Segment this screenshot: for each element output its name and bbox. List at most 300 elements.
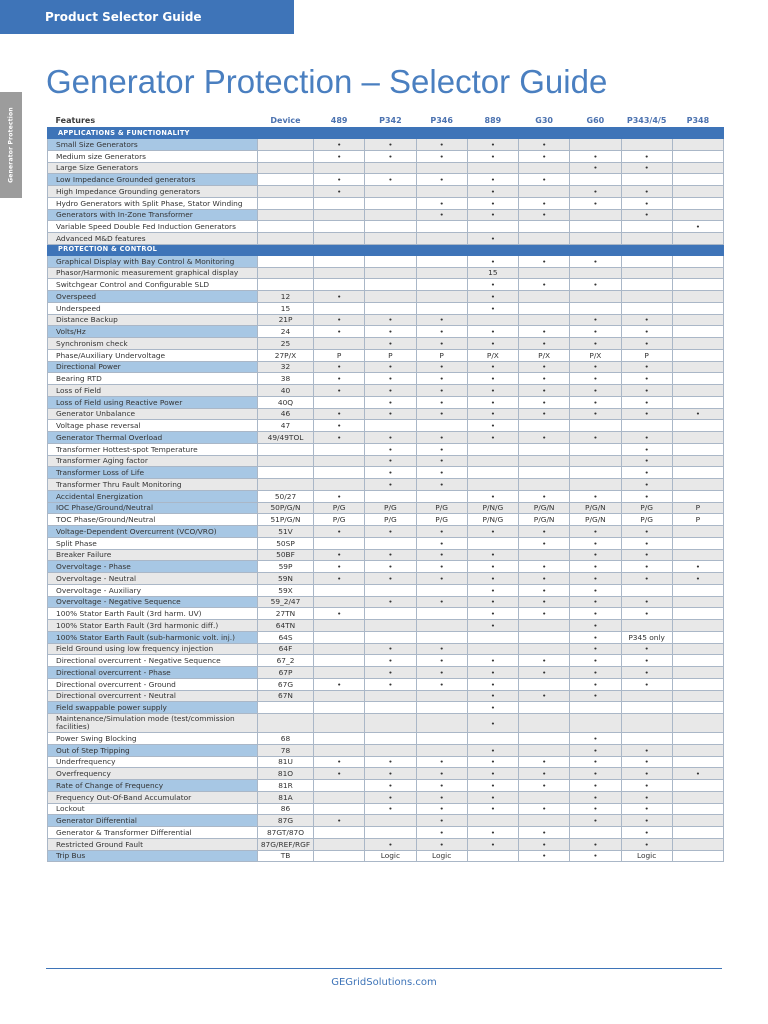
product-column-header: P348: [672, 114, 723, 128]
table-row: [48, 768, 724, 780]
table-row: [48, 396, 724, 408]
product-support-cell: [621, 702, 672, 714]
product-support-cell: •: [467, 150, 518, 162]
product-support-cell: •: [314, 432, 365, 444]
device-code-cell: 64F: [258, 643, 314, 655]
product-support-cell: •: [621, 744, 672, 756]
product-column-header: 889: [467, 114, 518, 128]
product-support-cell: •: [672, 221, 723, 233]
product-support-cell: •: [570, 667, 621, 679]
product-support-cell: •: [621, 537, 672, 549]
feature-cell: Loss of Field using Reactive Power: [48, 396, 258, 408]
product-support-cell: [314, 827, 365, 839]
product-support-cell: [672, 467, 723, 479]
product-support-cell: Logic: [621, 850, 672, 862]
product-support-cell: •: [519, 690, 570, 702]
product-support-cell: •: [467, 338, 518, 350]
product-support-cell: •: [519, 490, 570, 502]
table-row: [48, 756, 724, 768]
product-support-cell: •: [519, 526, 570, 538]
product-support-cell: •: [416, 561, 467, 573]
product-support-cell: •: [519, 326, 570, 338]
product-support-cell: [314, 279, 365, 291]
table-row: [48, 678, 724, 690]
footer-website-link[interactable]: GEGridSolutions.com: [331, 977, 437, 988]
feature-cell: Medium size Generators: [48, 150, 258, 162]
table-row: [48, 514, 724, 526]
product-support-cell: [519, 791, 570, 803]
product-support-cell: •: [416, 314, 467, 326]
product-support-cell: [672, 396, 723, 408]
product-support-cell: •: [570, 561, 621, 573]
product-support-cell: [570, 714, 621, 733]
product-support-cell: [467, 443, 518, 455]
product-support-cell: •: [467, 526, 518, 538]
product-support-cell: [621, 233, 672, 245]
product-support-cell: [314, 221, 365, 233]
device-code-cell: [258, 443, 314, 455]
table-row: [48, 502, 724, 514]
product-support-cell: •: [365, 396, 416, 408]
product-support-cell: •: [467, 756, 518, 768]
product-support-cell: [314, 267, 365, 279]
product-support-cell: •: [672, 768, 723, 780]
product-support-cell: •: [519, 209, 570, 221]
product-support-cell: •: [621, 162, 672, 174]
product-support-cell: P: [672, 514, 723, 526]
table-row: [48, 326, 724, 338]
product-support-cell: [314, 209, 365, 221]
table-row: [48, 197, 724, 209]
product-support-cell: •: [621, 596, 672, 608]
table-row: [48, 702, 724, 714]
product-support-cell: [672, 385, 723, 397]
product-support-cell: •: [467, 655, 518, 667]
product-support-cell: •: [519, 584, 570, 596]
product-support-cell: •: [621, 197, 672, 209]
selector-guide-table: [47, 114, 724, 862]
product-support-cell: •: [416, 174, 467, 186]
product-support-cell: [570, 479, 621, 491]
product-support-cell: [365, 537, 416, 549]
product-support-cell: [467, 733, 518, 745]
feature-cell: Overvoltage - Phase: [48, 561, 258, 573]
product-support-cell: •: [467, 197, 518, 209]
device-code-cell: 49/49TOL: [258, 432, 314, 444]
product-support-cell: •: [621, 314, 672, 326]
table-row: [48, 455, 724, 467]
product-support-cell: •: [416, 150, 467, 162]
device-code-cell: 50P/G/N: [258, 502, 314, 514]
product-support-cell: [621, 420, 672, 432]
product-support-cell: P/G: [621, 514, 672, 526]
product-support-cell: •: [365, 385, 416, 397]
product-support-cell: •: [467, 596, 518, 608]
product-support-cell: •: [416, 838, 467, 850]
product-support-cell: •: [570, 850, 621, 862]
product-support-cell: •: [365, 549, 416, 561]
product-support-cell: •: [672, 408, 723, 420]
product-support-cell: [467, 455, 518, 467]
product-support-cell: •: [519, 174, 570, 186]
product-support-cell: •: [570, 162, 621, 174]
table-row: [48, 302, 724, 314]
product-support-cell: [672, 291, 723, 303]
product-support-cell: •: [467, 255, 518, 267]
table-row: [48, 549, 724, 561]
product-support-cell: •: [621, 815, 672, 827]
table-row: [48, 526, 724, 538]
product-support-cell: [570, 420, 621, 432]
product-support-cell: [416, 608, 467, 620]
feature-cell: Underfrequency: [48, 756, 258, 768]
product-column-header: P342: [365, 114, 416, 128]
product-support-cell: •: [621, 608, 672, 620]
product-support-cell: [621, 714, 672, 733]
header-tab-label: Product Selector Guide: [45, 10, 202, 24]
product-support-cell: •: [570, 678, 621, 690]
product-support-cell: [672, 744, 723, 756]
feature-cell: Power Swing Blocking: [48, 733, 258, 745]
product-support-cell: •: [416, 408, 467, 420]
product-support-cell: •: [519, 150, 570, 162]
product-support-cell: •: [416, 803, 467, 815]
product-support-cell: •: [314, 139, 365, 151]
feature-cell: Out of Step Tripping: [48, 744, 258, 756]
product-support-cell: P: [314, 349, 365, 361]
table-row: [48, 314, 724, 326]
section-title: PROTECTION & CONTROL: [48, 244, 724, 255]
product-support-cell: [672, 302, 723, 314]
product-support-cell: •: [467, 803, 518, 815]
product-support-cell: [467, 479, 518, 491]
feature-cell: Lockout: [48, 803, 258, 815]
product-support-cell: P: [672, 502, 723, 514]
table-row: [48, 174, 724, 186]
product-support-cell: [314, 396, 365, 408]
product-support-cell: [672, 162, 723, 174]
product-support-cell: [416, 221, 467, 233]
product-support-cell: •: [365, 479, 416, 491]
product-support-cell: •: [519, 756, 570, 768]
product-support-cell: •: [570, 186, 621, 198]
table-row: [48, 186, 724, 198]
product-support-cell: •: [365, 467, 416, 479]
feature-cell: Advanced M&D features: [48, 233, 258, 245]
product-support-cell: •: [416, 780, 467, 792]
product-support-cell: •: [621, 780, 672, 792]
product-support-cell: P: [365, 349, 416, 361]
device-code-cell: 27TN: [258, 608, 314, 620]
product-column-header: G30: [519, 114, 570, 128]
feature-cell: Directional Power: [48, 361, 258, 373]
product-support-cell: [416, 490, 467, 502]
table-row: [48, 827, 724, 839]
product-support-cell: [314, 643, 365, 655]
product-support-cell: [621, 174, 672, 186]
table-row: [48, 432, 724, 444]
device-code-cell: 78: [258, 744, 314, 756]
product-support-cell: •: [570, 373, 621, 385]
product-support-cell: [314, 596, 365, 608]
device-code-cell: 87G/REF/RGF: [258, 838, 314, 850]
product-support-cell: •: [365, 561, 416, 573]
product-support-cell: [416, 744, 467, 756]
device-code-cell: 50SP: [258, 537, 314, 549]
product-support-cell: •: [519, 432, 570, 444]
product-support-cell: [314, 162, 365, 174]
device-code-cell: [258, 197, 314, 209]
product-support-cell: •: [570, 490, 621, 502]
feature-cell: Directional overcurrent - Ground: [48, 678, 258, 690]
table-row: [48, 443, 724, 455]
product-support-cell: [519, 302, 570, 314]
product-support-cell: •: [570, 584, 621, 596]
product-support-cell: [672, 209, 723, 221]
product-support-cell: •: [416, 573, 467, 585]
product-support-cell: P/G: [365, 514, 416, 526]
product-support-cell: [519, 455, 570, 467]
product-support-cell: [672, 584, 723, 596]
product-support-cell: •: [621, 338, 672, 350]
product-support-cell: P/G: [416, 502, 467, 514]
feature-cell: Underspeed: [48, 302, 258, 314]
product-support-cell: •: [519, 768, 570, 780]
product-support-cell: •: [314, 549, 365, 561]
device-code-cell: 40: [258, 385, 314, 397]
feature-cell: Field Ground using low frequency injection: [48, 643, 258, 655]
product-support-cell: •: [314, 361, 365, 373]
feature-cell: Overspeed: [48, 291, 258, 303]
product-support-cell: •: [314, 150, 365, 162]
feature-cell: High Impedance Grounding generators: [48, 186, 258, 198]
table-row: [48, 803, 724, 815]
product-support-cell: [672, 815, 723, 827]
table-row: [48, 643, 724, 655]
table-row: [48, 150, 724, 162]
product-support-cell: •: [365, 408, 416, 420]
product-support-cell: [416, 690, 467, 702]
product-support-cell: •: [314, 385, 365, 397]
device-code-cell: [258, 139, 314, 151]
feature-cell: Generator Differential: [48, 815, 258, 827]
device-code-cell: [258, 150, 314, 162]
product-support-cell: [672, 338, 723, 350]
product-support-cell: •: [519, 850, 570, 862]
product-support-cell: •: [365, 373, 416, 385]
table-row: [48, 537, 724, 549]
product-column-header: P346: [416, 114, 467, 128]
product-support-cell: [416, 620, 467, 632]
product-support-cell: •: [570, 756, 621, 768]
feature-cell: Generator & Transformer Differential: [48, 827, 258, 839]
table-row: [48, 408, 724, 420]
device-code-cell: 81O: [258, 768, 314, 780]
product-support-cell: •: [570, 838, 621, 850]
product-support-cell: [467, 815, 518, 827]
device-code-cell: 25: [258, 338, 314, 350]
product-support-cell: [416, 584, 467, 596]
device-code-cell: 67N: [258, 690, 314, 702]
feature-cell: Variable Speed Double Fed Induction Generators: [48, 221, 258, 233]
product-support-cell: •: [314, 291, 365, 303]
device-code-cell: [258, 255, 314, 267]
product-support-cell: •: [570, 608, 621, 620]
product-support-cell: [672, 526, 723, 538]
product-support-cell: [467, 162, 518, 174]
product-support-cell: •: [519, 408, 570, 420]
device-code-cell: 50/27: [258, 490, 314, 502]
product-support-cell: •: [570, 338, 621, 350]
product-support-cell: [314, 667, 365, 679]
product-support-cell: [416, 186, 467, 198]
feature-cell: Voltage-Dependent Overcurrent (VCO/VRO): [48, 526, 258, 538]
feature-cell: 100% Stator Earth Fault (sub-harmonic volt. inj.): [48, 631, 258, 643]
product-support-cell: [314, 338, 365, 350]
product-support-cell: [621, 733, 672, 745]
feature-cell: Generator Unbalance: [48, 408, 258, 420]
table-row: [48, 608, 724, 620]
feature-cell: Accidental Energization: [48, 490, 258, 502]
product-support-cell: [621, 279, 672, 291]
product-support-cell: •: [621, 186, 672, 198]
product-support-cell: [672, 174, 723, 186]
feature-cell: Rate of Change of Frequency: [48, 780, 258, 792]
product-support-cell: [365, 631, 416, 643]
product-support-cell: •: [570, 596, 621, 608]
product-support-cell: •: [365, 756, 416, 768]
product-support-cell: [314, 233, 365, 245]
product-support-cell: [672, 420, 723, 432]
product-support-cell: [672, 827, 723, 839]
product-support-cell: [365, 827, 416, 839]
product-support-cell: [365, 221, 416, 233]
product-support-cell: [672, 443, 723, 455]
product-column-header: 489: [314, 114, 365, 128]
product-support-cell: [365, 702, 416, 714]
product-support-cell: [672, 620, 723, 632]
product-support-cell: •: [467, 209, 518, 221]
product-support-cell: •: [570, 631, 621, 643]
product-support-cell: [570, 233, 621, 245]
product-support-cell: [365, 490, 416, 502]
feature-cell: 100% Stator Earth Fault (3rd harmonic diff.): [48, 620, 258, 632]
product-support-cell: [621, 620, 672, 632]
product-support-cell: •: [314, 573, 365, 585]
device-code-cell: 40Q: [258, 396, 314, 408]
table-row: [48, 162, 724, 174]
product-support-cell: •: [365, 667, 416, 679]
product-support-cell: •: [570, 279, 621, 291]
product-support-cell: [416, 733, 467, 745]
product-support-cell: •: [467, 373, 518, 385]
product-support-cell: [570, 467, 621, 479]
table-row: [48, 467, 724, 479]
device-code-cell: 81A: [258, 791, 314, 803]
product-support-cell: [672, 850, 723, 862]
product-support-cell: •: [467, 326, 518, 338]
device-code-cell: 21P: [258, 314, 314, 326]
feature-cell: Loss of Field: [48, 385, 258, 397]
feature-cell: Generators with In-Zone Transformer: [48, 209, 258, 221]
product-support-cell: •: [467, 233, 518, 245]
product-support-cell: [365, 714, 416, 733]
device-code-cell: [258, 174, 314, 186]
product-support-cell: [365, 620, 416, 632]
product-support-cell: •: [467, 702, 518, 714]
product-support-cell: [365, 209, 416, 221]
product-support-cell: •: [467, 279, 518, 291]
product-support-cell: [570, 291, 621, 303]
product-support-cell: [365, 255, 416, 267]
product-support-cell: •: [365, 314, 416, 326]
product-support-cell: P: [621, 349, 672, 361]
product-support-cell: •: [365, 150, 416, 162]
product-support-cell: P/X: [570, 349, 621, 361]
product-support-cell: [570, 455, 621, 467]
product-support-cell: •: [416, 432, 467, 444]
product-support-cell: [314, 443, 365, 455]
product-support-cell: •: [416, 455, 467, 467]
table-row: [48, 209, 724, 221]
product-support-cell: [314, 702, 365, 714]
device-code-cell: 15: [258, 302, 314, 314]
product-support-cell: •: [519, 385, 570, 397]
product-support-cell: •: [467, 667, 518, 679]
product-support-cell: •: [621, 209, 672, 221]
feature-cell: Overfrequency: [48, 768, 258, 780]
product-support-cell: [672, 267, 723, 279]
product-support-cell: •: [416, 385, 467, 397]
table-row: [48, 690, 724, 702]
product-support-cell: •: [570, 326, 621, 338]
device-code-cell: 27P/X: [258, 349, 314, 361]
product-support-cell: •: [621, 408, 672, 420]
product-support-cell: •: [519, 338, 570, 350]
product-support-cell: [365, 420, 416, 432]
product-support-cell: •: [570, 573, 621, 585]
product-support-cell: [467, 643, 518, 655]
product-support-cell: •: [416, 549, 467, 561]
product-support-cell: •: [621, 756, 672, 768]
product-support-cell: •: [467, 620, 518, 632]
product-support-cell: •: [621, 526, 672, 538]
product-support-cell: [416, 714, 467, 733]
product-support-cell: P345 only: [621, 631, 672, 643]
product-support-cell: [519, 479, 570, 491]
product-support-cell: [570, 267, 621, 279]
device-code-cell: 67G: [258, 678, 314, 690]
product-support-cell: •: [416, 678, 467, 690]
product-support-cell: •: [365, 596, 416, 608]
product-support-cell: •: [467, 420, 518, 432]
product-support-cell: •: [365, 326, 416, 338]
product-support-cell: [314, 197, 365, 209]
product-support-cell: •: [467, 139, 518, 151]
device-code-cell: 24: [258, 326, 314, 338]
device-code-cell: TB: [258, 850, 314, 862]
table-header-row: [48, 114, 724, 128]
product-support-cell: [570, 302, 621, 314]
device-code-cell: 46: [258, 408, 314, 420]
feature-cell: Switchgear Control and Configurable SLD: [48, 279, 258, 291]
product-support-cell: •: [467, 396, 518, 408]
device-code-cell: 47: [258, 420, 314, 432]
device-code-cell: 68: [258, 733, 314, 745]
product-support-cell: •: [467, 827, 518, 839]
product-support-cell: [621, 584, 672, 596]
table-row: [48, 255, 724, 267]
